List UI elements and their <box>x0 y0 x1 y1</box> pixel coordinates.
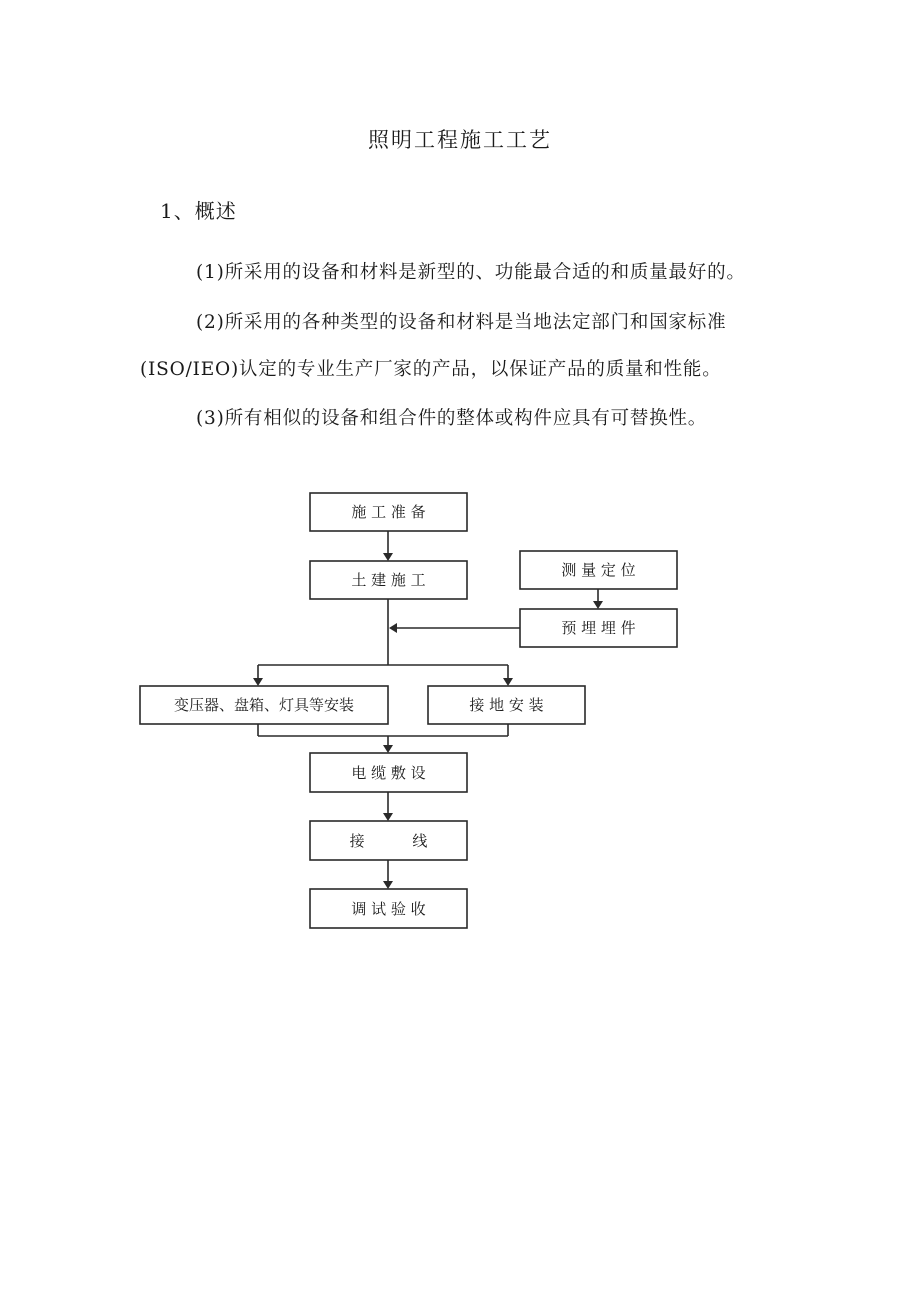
flow-box-equipment-label: 变压器、盘箱、灯具等安装 <box>173 696 355 714</box>
flow-box-civil <box>310 561 467 599</box>
flow-box-grounding-label: 接 地 安 装 <box>469 696 544 714</box>
page-title: 照明工程施工工艺 <box>368 128 552 152</box>
flow-box-prep <box>310 493 467 531</box>
flow-box-embed-label: 预 埋 埋 件 <box>561 619 636 637</box>
paragraph-3: (3)所有相似的设备和组合件的整体或构件应具有可替换性。 <box>196 408 708 429</box>
flow-box-survey <box>520 551 677 589</box>
flow-box-grounding <box>428 686 585 724</box>
flow-box-civil-label: 土 建 施 工 <box>351 571 426 589</box>
flow-box-cable-label: 电 缆 敷 设 <box>351 764 426 782</box>
paragraph-2-line-2: (ISO/IEO)认定的专业生产厂家的产品，以保证产品的质量和性能。 <box>140 359 722 380</box>
flow-box-survey-label: 测 量 定 位 <box>561 561 636 579</box>
paragraph-2-line-1: (2)所采用的各种类型的设备和材料是当地法定部门和国家标准 <box>196 312 727 333</box>
flow-box-wiring <box>310 821 467 860</box>
flow-box-embed <box>520 609 677 647</box>
paragraph-1: (1)所采用的设备和材料是新型的、功能最合适的和质量最好的。 <box>196 262 746 283</box>
flow-box-prep-label: 施 工 准 备 <box>351 503 426 521</box>
flow-box-equipment <box>140 686 388 724</box>
flow-box-test-label: 调 试 验 收 <box>351 900 426 918</box>
flow-box-wiring-label: 接 线 <box>349 832 428 850</box>
flow-box-test <box>310 889 467 928</box>
flow-box-cable <box>310 753 467 792</box>
section-heading: 1、概述 <box>160 199 237 223</box>
